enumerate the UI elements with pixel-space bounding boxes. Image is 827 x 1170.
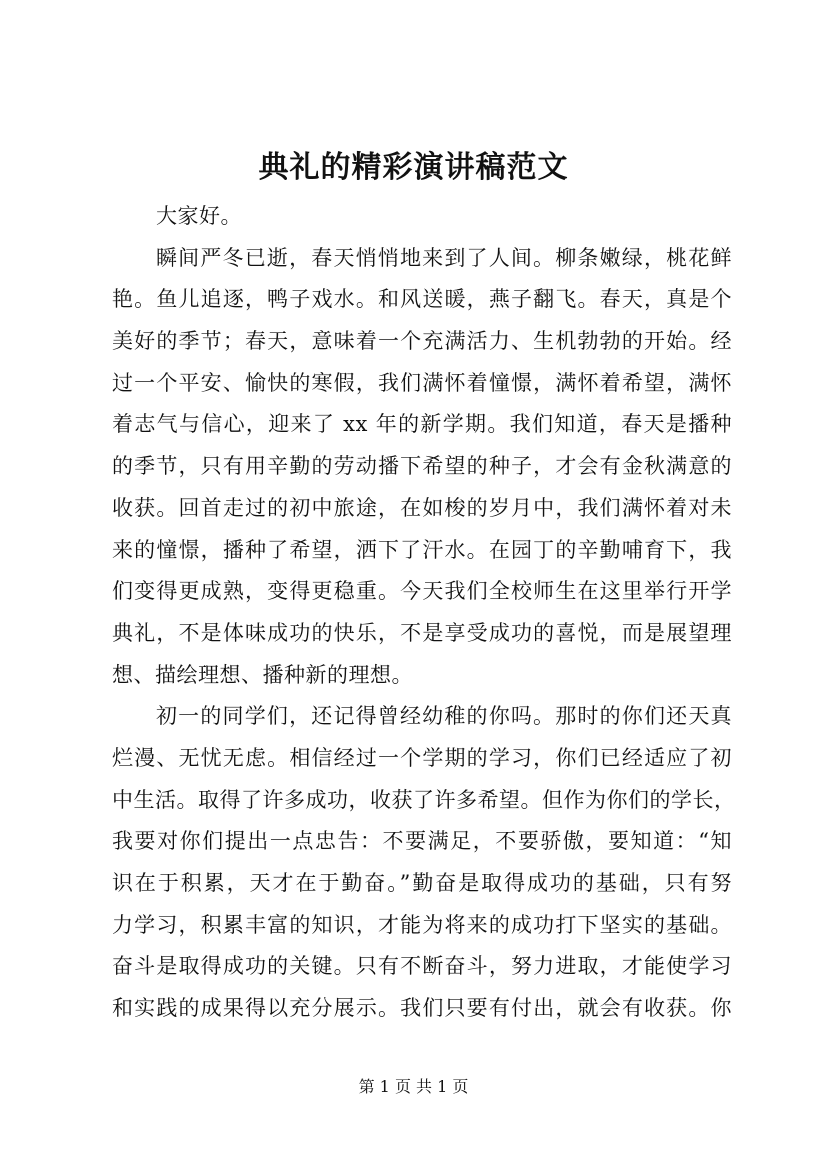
text-line: 大家好。 <box>156 204 242 228</box>
page-footer: 第 1 页 共 1 页 <box>358 1077 469 1096</box>
text-line: 想、描绘理想、播种新的理想。 <box>112 662 413 687</box>
text-line: 和实践的成果得以充分展示。我们只要有付出，就会有收获。你 <box>112 996 732 1021</box>
text-line: 美好的季节；春天，意味着一个充满活力、生机勃勃的开始。经 <box>112 329 732 354</box>
text-line: 我要对你们提出一点忠告：不要满足，不要骄傲，要知道：“知 <box>112 829 732 854</box>
document-title: 典礼的精彩演讲稿范文 <box>258 150 569 185</box>
text-line: 奋斗是取得成功的关键。只有不断奋斗，努力进取，才能使学习 <box>112 954 732 979</box>
text-line: 初一的同学们，还记得曾经幼稚的你吗。那时的你们还天真 <box>156 704 732 729</box>
text-line: 识在于积累，天才在于勤奋。”勤奋是取得成功的基础，只有努 <box>112 871 732 895</box>
text-line: 烂漫、无忧无虑。相信经过一个学期的学习，你们已经适应了初 <box>112 745 732 770</box>
text-line: 着志气与信心，迎来了 xx 年的新学期。我们知道，春天是播种 <box>112 412 732 437</box>
text-line: 典礼，不是体味成功的快乐，不是享受成功的喜悦，而是展望理 <box>112 620 732 645</box>
text-line: 力学习，积累丰富的知识，才能为将来的成功打下坚实的基础。 <box>112 912 732 937</box>
text-line: 来的憧憬，播种了希望，洒下了汗水。在园丁的辛勤哺育下，我 <box>112 537 732 562</box>
text-line: 中生活。取得了许多成功，收获了许多希望。但作为你们的学长， <box>112 787 736 812</box>
text-line: 们变得更成熟，变得更稳重。今天我们全校师生在这里举行开学 <box>112 579 732 604</box>
text-line: 艳。鱼儿追逐，鸭子戏水。和风送暖，燕子翻飞。春天，真是个 <box>112 287 732 312</box>
text-line: 瞬间严冬已逝，春天悄悄地来到了人间。柳条嫩绿，桃花鲜 <box>156 245 732 270</box>
text-line: 过一个平安、愉快的寒假，我们满怀着憧憬，满怀着希望，满怀 <box>112 370 732 395</box>
document-body <box>112 196 736 1030</box>
text-line: 收获。回首走过的初中旅途，在如梭的岁月中，我们满怀着对未 <box>112 495 732 520</box>
text-line: 的季节，只有用辛勤的劳动播下希望的种子，才会有金秋满意的 <box>112 454 732 479</box>
